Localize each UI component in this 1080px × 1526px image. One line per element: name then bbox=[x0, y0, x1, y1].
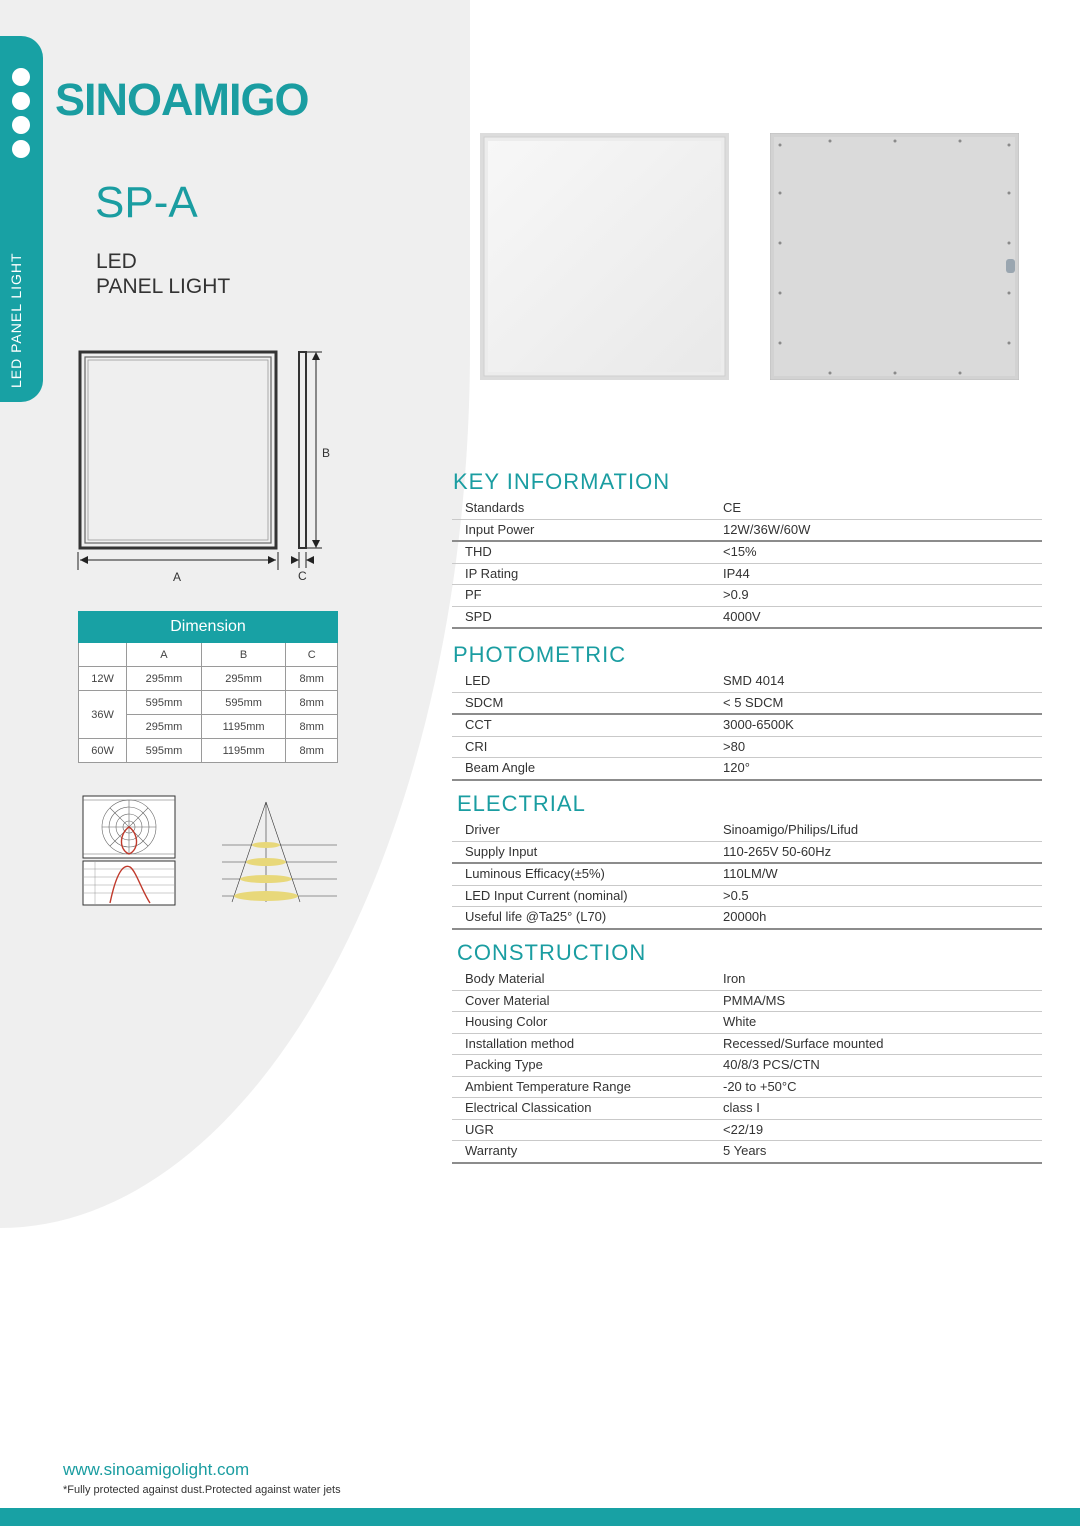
spec-label: Supply Input bbox=[465, 843, 538, 859]
spec-value: IP44 bbox=[723, 565, 750, 581]
spec-value: < 5 SDCM bbox=[723, 694, 784, 710]
dimension-title-row bbox=[79, 612, 338, 643]
spec-row bbox=[452, 991, 1042, 1013]
spec-value: 20000h bbox=[723, 909, 767, 924]
dimension-cell: 295mm bbox=[201, 667, 286, 691]
spec-value: Sinoamigo/Philips/Lifud bbox=[723, 822, 859, 837]
subtitle-line2: PANEL LIGHT bbox=[96, 275, 231, 298]
spec-label: Housing Color bbox=[465, 1014, 548, 1029]
section-heading: PHOTOMETRIC bbox=[453, 642, 627, 667]
spec-row bbox=[452, 671, 1042, 693]
spec-value: <15% bbox=[723, 544, 757, 559]
section-key-information bbox=[452, 466, 1042, 629]
spec-value: class I bbox=[723, 1100, 760, 1115]
spec-label: Driver bbox=[465, 822, 500, 837]
spec-row bbox=[452, 585, 1042, 607]
spec-label: Electrical Classication bbox=[465, 1100, 592, 1115]
dimension-header-cell: A bbox=[127, 643, 202, 667]
footnote: *Fully protected against dust.Protected against water jets bbox=[63, 1484, 341, 1496]
spec-label: THD bbox=[465, 544, 492, 559]
section-heading: KEY INFORMATION bbox=[453, 469, 671, 494]
spec-label: Ambient Temperature Range bbox=[465, 1078, 631, 1094]
spec-row bbox=[452, 498, 1042, 520]
spec-row bbox=[452, 969, 1042, 991]
spec-label: LED Input Current (nominal) bbox=[465, 887, 628, 903]
spec-label: CCT bbox=[465, 717, 492, 732]
dimension-cell: 12W bbox=[79, 667, 127, 691]
spec-value: >0.9 bbox=[723, 587, 749, 602]
spec-row bbox=[452, 820, 1042, 842]
dot-icon bbox=[12, 68, 30, 86]
photometric-polar-diagram bbox=[80, 793, 180, 913]
spec-row bbox=[452, 1012, 1042, 1034]
model-title: SP-A bbox=[95, 178, 198, 227]
illuminance-cone-diagram bbox=[192, 800, 342, 910]
spec-value: White bbox=[723, 1014, 757, 1029]
dimension-title: Dimension bbox=[79, 612, 338, 643]
dimension-drawing bbox=[76, 348, 346, 588]
spec-row bbox=[452, 1034, 1042, 1056]
spec-label: Warranty bbox=[465, 1143, 518, 1158]
spec-value: 3000-6500K bbox=[723, 717, 794, 732]
spec-row bbox=[452, 1055, 1042, 1077]
spec-value: SMD 4014 bbox=[723, 673, 785, 688]
dimension-cell: 595mm bbox=[201, 691, 286, 715]
spec-label: SDCM bbox=[465, 694, 504, 710]
spec-row bbox=[452, 886, 1042, 908]
dimension-cell: 295mm bbox=[127, 715, 202, 739]
spec-row bbox=[452, 607, 1042, 630]
spec-value: -20 to +50°C bbox=[723, 1078, 797, 1094]
dimension-cell: 36W bbox=[79, 691, 127, 739]
dot-icon bbox=[12, 140, 30, 158]
spec-row bbox=[452, 864, 1042, 886]
bottom-bar bbox=[0, 1508, 1080, 1526]
section-photometric bbox=[452, 639, 1042, 781]
spec-label: PF bbox=[465, 587, 482, 602]
dimension-cell: 8mm bbox=[286, 667, 338, 691]
dimension-row bbox=[79, 739, 338, 763]
spec-label: Packing Type bbox=[465, 1057, 543, 1072]
spec-label: Installation method bbox=[465, 1035, 575, 1051]
spec-label: Luminous Efficacy(±5%) bbox=[465, 866, 605, 881]
spec-value: 4000V bbox=[723, 608, 761, 624]
spec-value: >80 bbox=[723, 738, 746, 754]
dimension-header-cell bbox=[79, 643, 127, 667]
spec-row bbox=[452, 1120, 1042, 1142]
section-heading: ELECTRIAL bbox=[457, 791, 586, 816]
spec-value: 12W/36W/60W bbox=[723, 521, 811, 537]
spec-row bbox=[452, 542, 1042, 564]
spec-row bbox=[452, 842, 1042, 865]
dot-icon bbox=[12, 116, 30, 134]
spec-value: 110-265V 50-60Hz bbox=[723, 843, 832, 859]
dimension-cell: 1195mm bbox=[201, 739, 286, 763]
product-front-image bbox=[480, 133, 729, 380]
spec-row bbox=[452, 564, 1042, 586]
brand-logo: SINOAMIGO bbox=[55, 74, 309, 125]
spec-label: Standards bbox=[465, 500, 525, 515]
spec-value: 40/8/3 PCS/CTN bbox=[723, 1057, 820, 1072]
spec-row bbox=[452, 1077, 1042, 1099]
spec-value: 5 Years bbox=[723, 1143, 767, 1158]
spec-row bbox=[452, 907, 1042, 930]
section-electrial bbox=[452, 788, 1042, 930]
dimension-cell: 8mm bbox=[286, 691, 338, 715]
spec-row bbox=[452, 1141, 1042, 1164]
dimension-cell: 60W bbox=[79, 739, 127, 763]
dimension-cell: 595mm bbox=[127, 691, 202, 715]
spec-label: CRI bbox=[465, 738, 488, 754]
side-tab bbox=[0, 36, 43, 402]
dimension-header-row bbox=[79, 643, 338, 667]
dot-icon bbox=[12, 92, 30, 110]
side-label: LED PANEL LIGHT bbox=[8, 252, 24, 388]
spec-row bbox=[452, 715, 1042, 737]
spec-value: Iron bbox=[723, 971, 746, 986]
spec-row bbox=[452, 520, 1042, 543]
website-link[interactable]: www.sinoamigolight.com bbox=[63, 1460, 250, 1479]
spec-row bbox=[452, 737, 1042, 759]
drawing-label-a: A bbox=[173, 570, 182, 584]
spec-value: >0.5 bbox=[723, 887, 749, 903]
dimension-cell: 8mm bbox=[286, 739, 338, 763]
spec-value: CE bbox=[723, 500, 742, 515]
subtitle-line1: LED bbox=[96, 250, 137, 273]
spec-label: Body Material bbox=[465, 971, 545, 986]
spec-label: IP Rating bbox=[465, 565, 519, 581]
spec-label: LED bbox=[465, 673, 491, 688]
spec-value: 110LM/W bbox=[723, 866, 778, 881]
dimension-header-cell: C bbox=[286, 643, 338, 667]
dimension-cell: 295mm bbox=[127, 667, 202, 691]
drawing-label-b: B bbox=[322, 446, 331, 460]
spec-value: <22/19 bbox=[723, 1121, 764, 1137]
drawing-label-c: C bbox=[298, 569, 307, 583]
spec-row bbox=[452, 1098, 1042, 1120]
dimension-cell: 8mm bbox=[286, 715, 338, 739]
dimension-cell: 1195mm bbox=[201, 715, 286, 739]
dimension-table bbox=[78, 611, 338, 763]
dimension-header-cell: B bbox=[201, 643, 286, 667]
section-heading: CONSTRUCTION bbox=[457, 940, 647, 965]
spec-label: Cover Material bbox=[465, 992, 550, 1008]
spec-label: Useful life @Ta25° (L70) bbox=[465, 909, 607, 924]
dimension-row bbox=[79, 667, 338, 691]
spec-label: SPD bbox=[465, 608, 492, 624]
spec-row bbox=[452, 693, 1042, 716]
spec-value: 120° bbox=[723, 760, 750, 775]
spec-value: Recessed/Surface mounted bbox=[723, 1035, 884, 1051]
product-back-image bbox=[770, 133, 1019, 380]
spec-label: Beam Angle bbox=[465, 760, 536, 775]
dimension-row bbox=[79, 691, 338, 715]
dimension-cell: 595mm bbox=[127, 739, 202, 763]
section-construction bbox=[452, 937, 1042, 1164]
spec-row bbox=[452, 758, 1042, 781]
spec-label: UGR bbox=[465, 1121, 494, 1137]
spec-label: Input Power bbox=[465, 521, 535, 537]
spec-value: PMMA/MS bbox=[723, 992, 786, 1008]
